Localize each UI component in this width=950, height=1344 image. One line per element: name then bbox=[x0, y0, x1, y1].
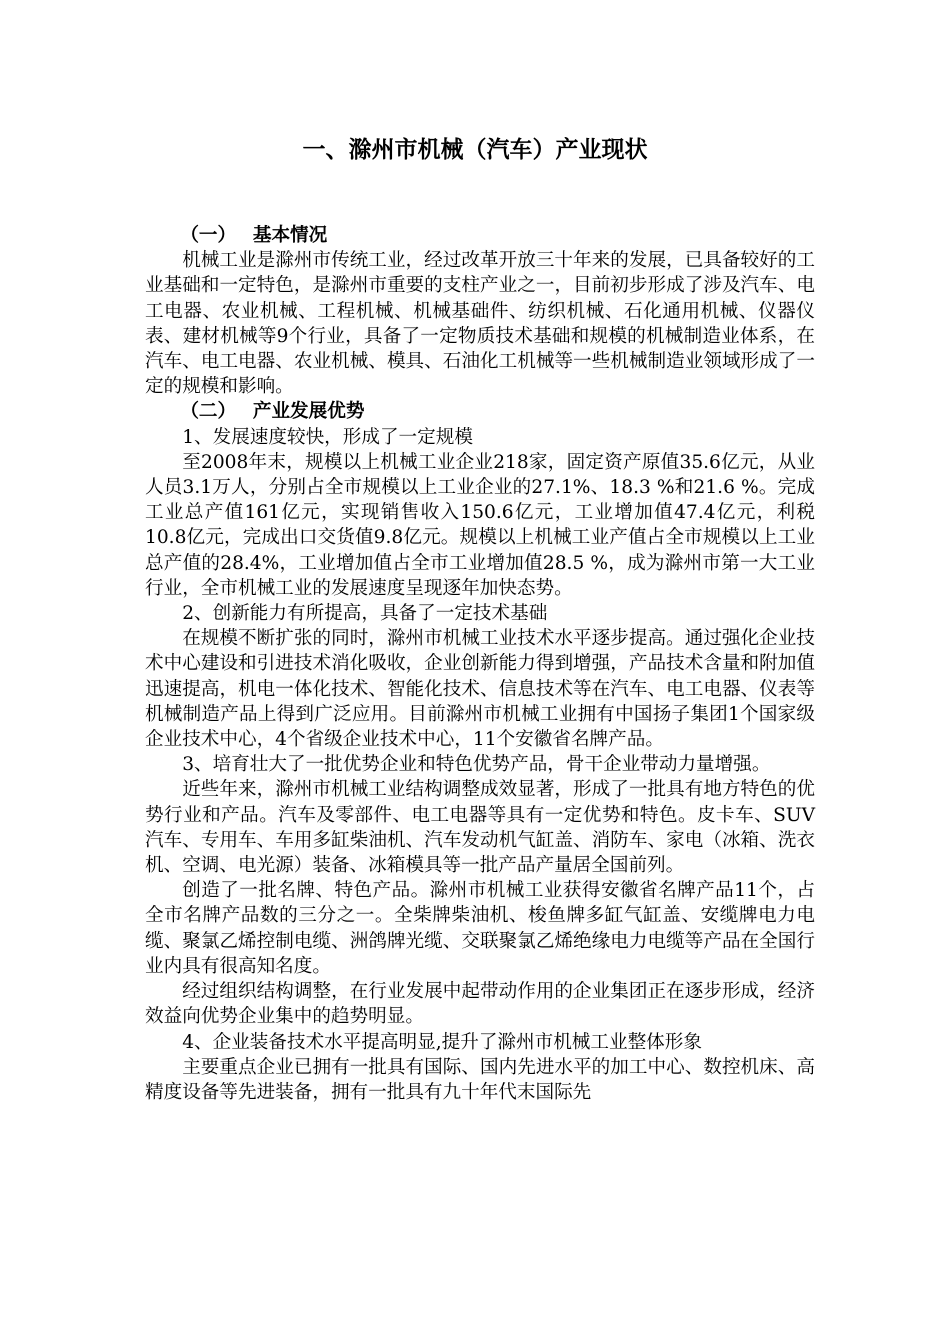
section-heading-basic-situation bbox=[145, 223, 815, 248]
section-title: 基本情况 bbox=[252, 225, 328, 246]
paragraph: 创造了一批名牌、特色产品。滁州市机械工业获得安徽省名牌产品11个，占全市名牌产品数的三分之一。全柴牌柴油机、梭鱼牌多缸气缸盖、安缆牌电力电缆、聚氯乙烯控制电缆、洲鸽牌光缆、交联聚氯乙烯绝缘电力电缆等产品在全国行业内具有很高知名度。 bbox=[145, 880, 815, 977]
subheading-innovation: 2、创新能力有所提高，具备了一定技术基础 bbox=[182, 603, 548, 625]
paragraph: 在规模不断扩张的同时，滁州市机械工业技术水平逐步提高。通过强化企业技术中心建设和引进技术消化吸收，企业创新能力得到增强，产品技术含量和附加值迅速提高，机电一体化技术、智能化技术、信息技术等在汽车、电工电器、仪表等机械制造产品上得到广泛应用。目前滁州市机械工业拥有中国扬子集团1个国家级企业技术中心，4个省级企业技术中心，11个安徽省名牌产品。 bbox=[145, 628, 815, 751]
paragraph: 至2008年末，规模以上机械工业企业218家，固定资产原值35.6亿元，从业人员3.1万人，分别占全市规模以上工业企业的27.1%、18.3 %和21.6 %。完成工业总产值161亿元，实现销售收入150.6亿元，工业增加值47.4亿元，利税10.8亿元，完成出口交货值9.8亿元。规模以上机械工业产值占全市规模以上工业总产值的28.4%，工业增加值占全市工业增加值28.5 %，成为滁州市第一大工业行业，全市机械工业的发展速度呈现逐年加快态势。 bbox=[145, 451, 815, 599]
document-body bbox=[145, 223, 815, 1105]
section-number: （二） bbox=[180, 401, 237, 423]
paragraph: 机械工业是滁州市传统工业，经过改革开放三十年来的发展，已具备较好的工业基础和一定特色，是滁州市重要的支柱产业之一，目前初步形成了涉及汽车、电工电器、农业机械、工程机械、机械基础件、纺织机械、石化通用机械、仪器仪表、建材机械等9个行业，具备了一定物质技术基础和规模的机械制造业体系，在汽车、电工电器、农业机械、模具、石油化工机械等一些机械制造业领域形成了一定的规模和影响。 bbox=[145, 250, 815, 398]
subheading-leading-enterprises: 3、培育壮大了一批优势企业和特色优势产品，骨干企业带动力量增强。 bbox=[182, 754, 771, 776]
section-title: 产业发展优势 bbox=[252, 401, 365, 423]
paragraph: 主要重点企业已拥有一批具有国际、国内先进水平的加工中心、数控机床、高精度设备等先进装备，拥有一批具有九十年代末国际先 bbox=[145, 1056, 815, 1103]
page-title: 一、滁州市机械（汽车）产业现状 bbox=[302, 137, 648, 163]
subheading-growth: 1、发展速度较快，形成了一定规模 bbox=[182, 426, 473, 448]
subheading-equipment: 4、企业装备技术水平提高明显,提升了滁州市机械工业整体形象 bbox=[182, 1031, 702, 1053]
paragraph: 近些年来，滁州市机械工业结构调整成效显著，形成了一批具有地方特色的优势行业和产品。汽车及零部件、电工电器等具有一定优势和特色。皮卡车、SUV汽车、专用车、车用多缸柴油机、汽车发动机气缸盖、消防车、家电（冰箱、洗衣机、空调、电光源）装备、冰箱模具等一批产品产量居全国前列。 bbox=[145, 779, 815, 877]
section-heading-advantages bbox=[145, 399, 815, 424]
section-number: （一） bbox=[180, 225, 237, 246]
paragraph: 经过组织结构调整，在行业发展中起带动作用的企业集团正在逐步形成，经济效益向优势企业集中的趋势明显。 bbox=[145, 981, 815, 1028]
